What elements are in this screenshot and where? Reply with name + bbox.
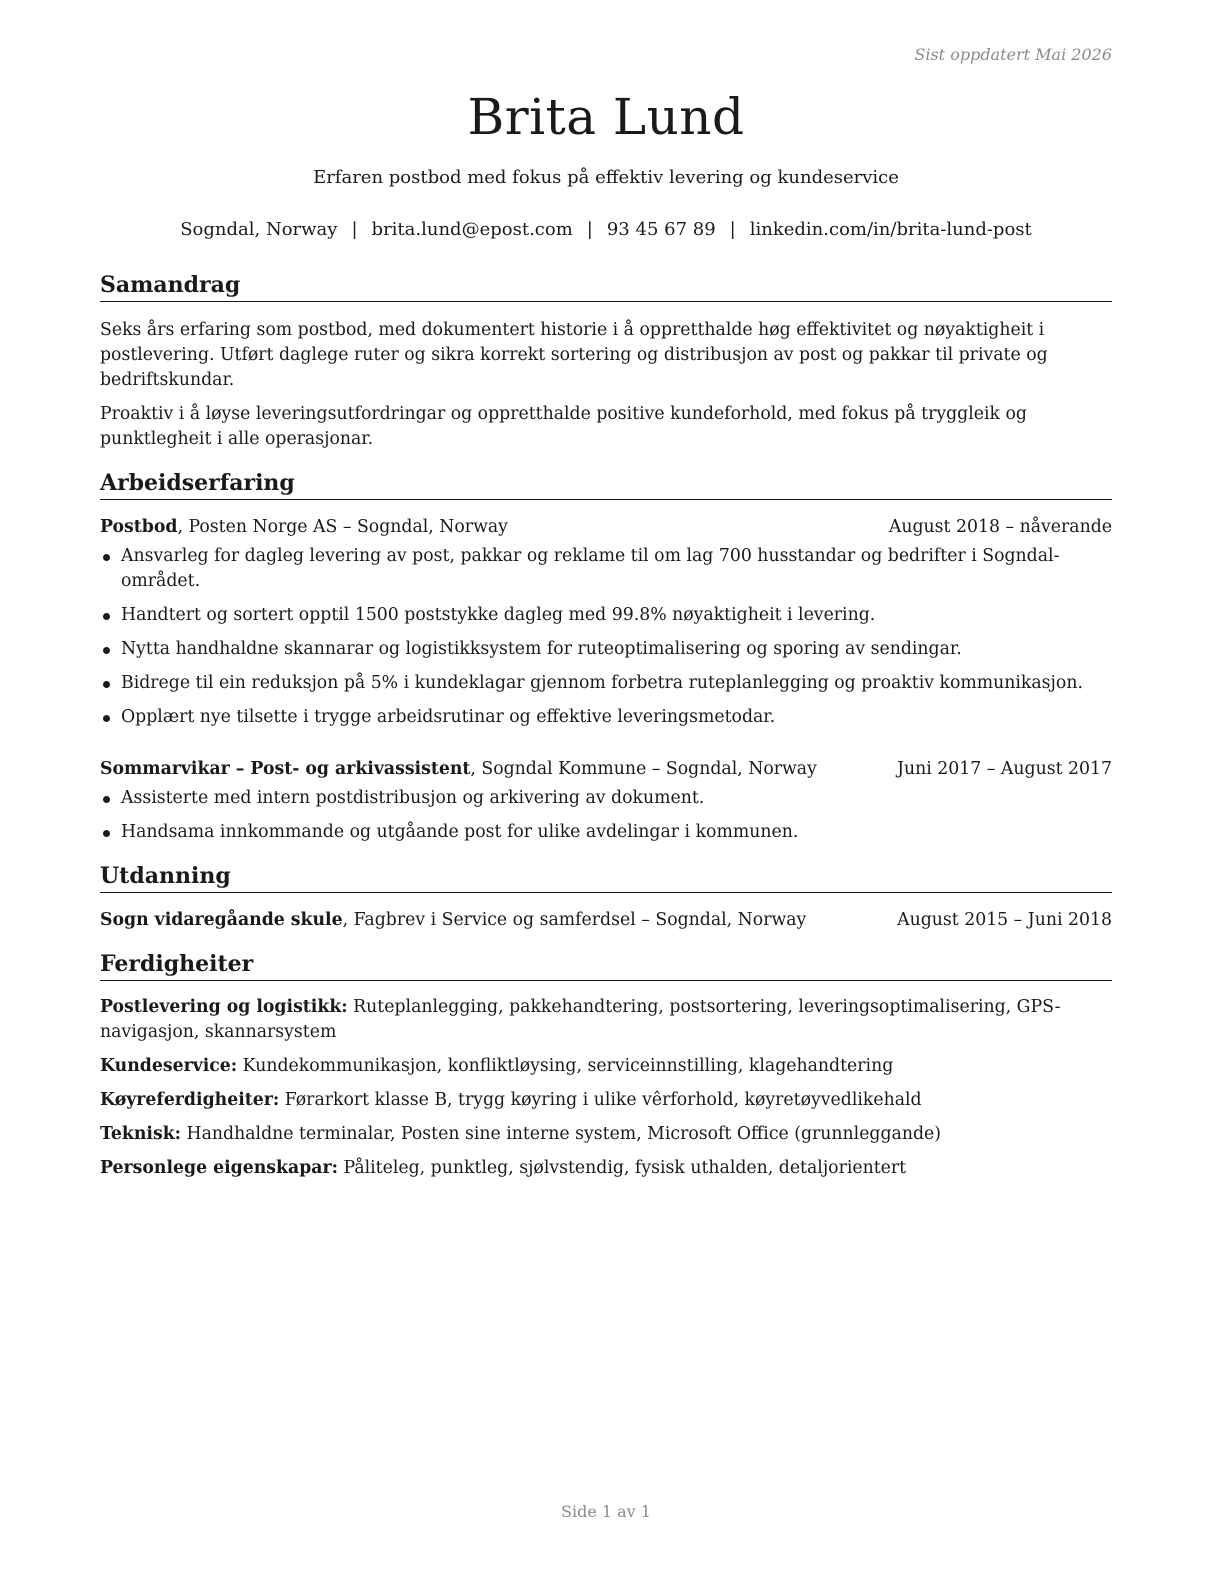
job-bullets: [100, 786, 1112, 845]
last-updated: Sist oppdatert Mai 2026: [914, 45, 1112, 64]
experience-section: [100, 468, 1112, 845]
skill-value: Handhaldne terminalar, Posten sine interne system, Microsoft Office (grunnleggande): [181, 1124, 942, 1144]
job-org: , Sogndal Kommune – Sogndal, Norway: [470, 759, 817, 779]
resume-page: [100, 0, 1112, 1584]
list-item: Assisterte med intern postdistribusjon og arkivering av dokument.: [100, 786, 1112, 811]
job-title-line: [100, 757, 817, 782]
tagline: Erfaren postbod med fokus på effektiv levering og kundeservice: [313, 167, 899, 188]
job-role: Postbod: [100, 517, 178, 537]
skill-row: [100, 1054, 1112, 1079]
job-title-line: [100, 515, 508, 540]
summary-paragraph: Proaktiv i å løyse leveringsutfordringar og oppretthalde positive kundeforhold, med fokus på tryggleik og punktlegheit i alle operasjonar.: [100, 404, 1027, 449]
resume-content: [100, 270, 1112, 1197]
skill-row: [100, 1088, 1112, 1113]
contact-linkedin[interactable]: linkedin.com/in/brita-lund-post: [749, 219, 1032, 240]
skill-row: [100, 1122, 1112, 1147]
skill-value: Kundekommunikasjon, konfliktløysing, serviceinnstilling, klagehandtering: [237, 1056, 894, 1076]
candidate-name: Brita Lund: [467, 88, 745, 146]
job-dates: Juni 2017 – August 2017: [897, 759, 1112, 779]
contact-phone: 93 45 67 89: [606, 219, 716, 240]
skill-value: Ruteplanlegging, pakkehandtering, postsortering, leveringsoptimalisering, GPS-navigasjon, skannarsystem: [100, 997, 1061, 1042]
job-header: [100, 757, 1112, 782]
page-number: Side 1 av 1: [561, 1502, 651, 1521]
contact-line: [100, 219, 1112, 240]
skills-section: [100, 949, 1112, 1181]
job-dates: August 2018 – nåverande: [888, 517, 1112, 537]
contact-location: Sogndal, Norway: [180, 219, 338, 240]
contact-email[interactable]: brita.lund@epost.com: [371, 219, 573, 240]
summary-section: [100, 270, 1112, 452]
list-item: Handtert og sortert opptil 1500 poststykke dagleg med 99.8% nøyaktigheit i levering.: [100, 603, 1112, 628]
skill-row: [100, 1156, 1112, 1181]
contact-separator: |: [586, 219, 593, 240]
skill-label: Kundeservice:: [100, 1056, 238, 1076]
list-item: Ansvarleg for dagleg levering av post, pakkar og reklame til om lag 700 husstandar og bedrifter i Sogndal-området.: [100, 544, 1112, 594]
education-dates: August 2015 – Juni 2018: [897, 910, 1112, 930]
list-item: Nytta handhaldne skannarar og logistikksystem for ruteoptimalisering og sporing av sendingar.: [100, 637, 1112, 662]
job-org: , Posten Norge AS – Sogndal, Norway: [177, 517, 508, 537]
list-item: Opplært nye tilsette i trygge arbeidsrutinar og effektive leveringsmetodar.: [100, 705, 1112, 730]
skill-label: Teknisk:: [100, 1124, 182, 1144]
skill-value: Førarkort klasse B, trygg køyring i ulike vêrforhold, køyretøyvedlikehald: [279, 1090, 922, 1110]
section-title: Samandrag: [100, 270, 1112, 302]
summary-paragraph: Seks års erfaring som postbod, med dokumentert historie i å oppretthalde høg effektivitet og nøyaktigheit i postlevering. Utført daglege ruter og sikra korrekt sortering og distribusjon av post og pakkar til private og bedriftskundar.: [100, 320, 1048, 390]
skill-label: Personlege eigenskapar:: [100, 1158, 338, 1178]
job-header: [100, 515, 1112, 540]
skill-label: Postlevering og logistikk:: [100, 997, 348, 1017]
job-entry: [100, 757, 1112, 845]
section-title: Ferdigheiter: [100, 949, 1112, 981]
education-detail: , Fagbrev i Service og samferdsel – Sogndal, Norway: [342, 910, 807, 930]
education-school: Sogn vidaregåande skule: [100, 910, 343, 930]
education-title-line: [100, 908, 806, 933]
section-title: Utdanning: [100, 861, 1112, 893]
job-role: Sommarvikar – Post- og arkivassistent: [100, 759, 471, 779]
skill-value: Påliteleg, punktleg, sjølvstendig, fysisk uthalden, detaljorientert: [337, 1158, 907, 1178]
list-item: Handsama innkommande og utgåande post for ulike avdelingar i kommunen.: [100, 820, 1112, 845]
job-entry: [100, 515, 1112, 730]
contact-separator: |: [351, 219, 358, 240]
skill-row: [100, 995, 1112, 1045]
contact-separator: |: [729, 219, 736, 240]
list-item: Bidrege til ein reduksjon på 5% i kundeklagar gjennom forbetra ruteplanlegging og proaktiv kommunikasjon.: [100, 671, 1112, 696]
job-bullets: [100, 544, 1112, 730]
education-entry: [100, 908, 1112, 933]
skill-label: Køyreferdigheiter:: [100, 1090, 280, 1110]
education-section: [100, 861, 1112, 933]
section-title: Arbeidserfaring: [100, 468, 1112, 500]
